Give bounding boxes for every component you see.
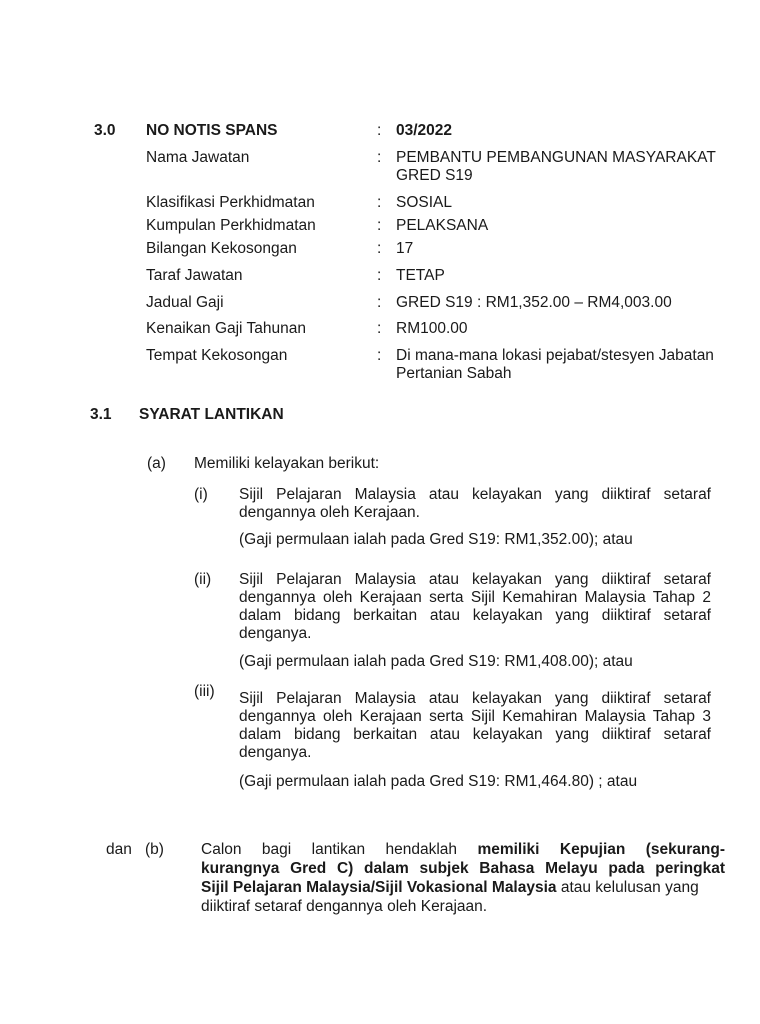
- field-label: Klasifikasi Perkhidmatan: [146, 194, 315, 211]
- separator: :: [377, 149, 382, 166]
- field-value: Pertanian Sabah: [396, 365, 512, 382]
- item-text: Memiliki kelayakan berikut:: [194, 455, 380, 472]
- subitem-text-line: dengannya oleh Kerajaan.: [239, 504, 420, 521]
- separator: :: [377, 194, 382, 211]
- item-marker: (b): [145, 841, 164, 858]
- separator: :: [377, 122, 382, 139]
- subitem-text-line: dalam bidang berkaitan atau kelayakan yang diiktiraf setaraf: [239, 607, 711, 624]
- field-label: Kumpulan Perkhidmatan: [146, 217, 316, 234]
- subitem-marker: (i): [194, 486, 208, 503]
- connector-word: dan: [106, 841, 132, 858]
- item-b-line-3: [201, 879, 699, 897]
- subitem-marker: (iii): [194, 683, 215, 700]
- section-heading: SYARAT LANTIKAN: [139, 406, 284, 423]
- separator: :: [377, 267, 382, 284]
- separator: :: [377, 347, 382, 364]
- subitem-text-line: denganya.: [239, 744, 312, 761]
- field-value: TETAP: [396, 267, 445, 284]
- subitem-text-line: denganya.: [239, 625, 312, 642]
- separator: :: [377, 294, 382, 311]
- section-heading-value: 03/2022: [396, 122, 453, 139]
- subitem-marker: (ii): [194, 571, 212, 588]
- item-b-line-2: kurangnya Gred C) dalam subjek Bahasa Melayu pada peringkat: [201, 860, 725, 877]
- field-value: Di mana-mana lokasi pejabat/stesyen Jabatan: [396, 347, 714, 364]
- field-label: Bilangan Kekosongan: [146, 240, 297, 257]
- subitem-text-line: dengannya oleh Kerajaan serta Sijil Kemahiran Malaysia Tahap 2: [239, 589, 711, 606]
- salary-note: (Gaji permulaan ialah pada Gred S19: RM1,464.80) ; atau: [239, 773, 638, 790]
- item-b-text-normal: Calon bagi lantikan hendaklah: [201, 841, 478, 858]
- section-heading-label: NO NOTIS SPANS: [146, 122, 278, 139]
- item-b-text-bold: Sijil Pelajaran Malaysia/Sijil Vokasional Malaysia: [201, 879, 557, 896]
- item-b-line-4: diiktiraf setaraf dengannya oleh Kerajaan.: [201, 898, 488, 915]
- item-b-line-1: [201, 841, 725, 859]
- separator: :: [377, 217, 382, 234]
- field-label: Tempat Kekosongan: [146, 347, 288, 364]
- subitem-text-line: Sijil Pelajaran Malaysia atau kelayakan yang diiktiraf setaraf: [239, 690, 711, 707]
- field-value: PEMBANTU PEMBANGUNAN MASYARAKAT: [396, 149, 716, 166]
- item-b-text-bold: memiliki Kepujian (sekurang-: [477, 841, 725, 858]
- salary-note: (Gaji permulaan ialah pada Gred S19: RM1,352.00); atau: [239, 531, 633, 548]
- field-label: Nama Jawatan: [146, 149, 250, 166]
- field-value: GRED S19 : RM1,352.00 – RM4,003.00: [396, 294, 672, 311]
- separator: :: [377, 240, 382, 257]
- subitem-text-line: dalam bidang berkaitan atau kelayakan yang diiktiraf setaraf: [239, 726, 711, 743]
- field-value: RM100.00: [396, 320, 468, 337]
- field-label: Jadual Gaji: [146, 294, 224, 311]
- field-value: PELAKSANA: [396, 217, 489, 234]
- subitem-text-line: dengannya oleh Kerajaan serta Sijil Kemahiran Malaysia Tahap 3: [239, 708, 711, 725]
- subitem-text-line: Sijil Pelajaran Malaysia atau kelayakan yang diiktiraf setaraf: [239, 571, 711, 588]
- section-number: 3.0: [94, 122, 116, 139]
- field-value: SOSIAL: [396, 194, 452, 211]
- field-value: 17: [396, 240, 414, 257]
- field-value: GRED S19: [396, 167, 473, 184]
- section-number: 3.1: [90, 406, 112, 423]
- field-label: Taraf Jawatan: [146, 267, 243, 284]
- field-label: Kenaikan Gaji Tahunan: [146, 320, 307, 337]
- separator: :: [377, 320, 382, 337]
- item-b-text-normal: atau kelulusan yang: [556, 879, 699, 896]
- item-marker: (a): [147, 455, 166, 472]
- subitem-text-line: Sijil Pelajaran Malaysia atau kelayakan yang diiktiraf setaraf: [239, 486, 711, 503]
- salary-note: (Gaji permulaan ialah pada Gred S19: RM1,408.00); atau: [239, 653, 633, 670]
